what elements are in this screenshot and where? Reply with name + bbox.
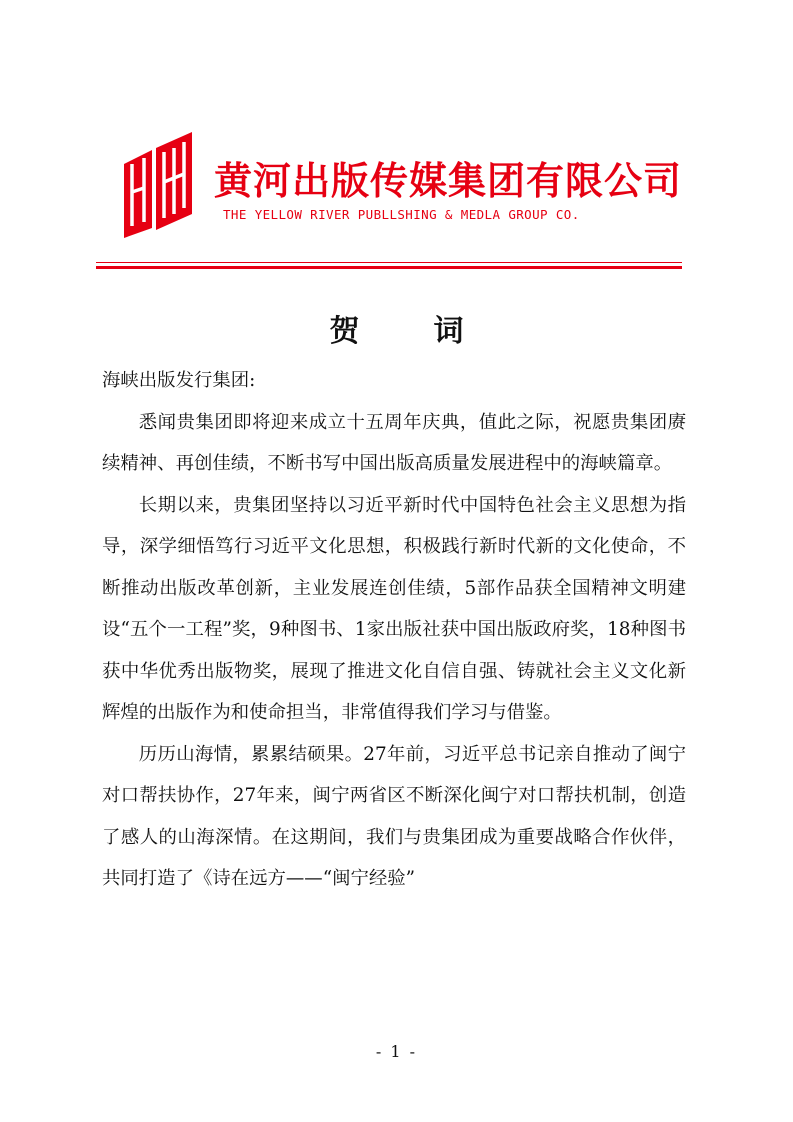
paragraph-1: 悉闻贵集团即将迎来成立十五周年庆典，值此之际，祝愿贵集团赓续精神、再创佳绩，不断书写中国出版高质量发展进程中的海峡篇章。 [102, 411, 686, 474]
letterhead-divider-thin [96, 262, 682, 263]
yellow-river-logo-icon [118, 130, 196, 240]
paragraph-2: 长期以来，贵集团坚持以习近平新时代中国特色社会主义思想为指导，深学细悟笃行习近平文化思想，积极践行新时代新的文化使命，不断推动出版改革创新，主业发展连创佳绩，5部作品获全国精神文明建设“五个一工程”奖，9种图书、1家出版社获中国出版政府奖，18种图书获中华优秀出版物奖，展现了推进文化自信自强、铸就社会主义文化新辉煌的出版作为和使命担当，非常值得我们学习与借鉴。 [102, 494, 686, 723]
org-name-cn: 黄河出版传媒集团有限公司 [214, 159, 683, 203]
org-name-en: THE YELLOW RIVER PUBLLSHING & MEDLA GROUP CO. [223, 207, 580, 222]
letterhead [0, 0, 793, 280]
document-title: 贺 词 [329, 314, 486, 349]
paragraph-3: 历历山海情，累累结硕果。27年前，习近平总书记亲自推动了闽宁对口帮扶协作，27年来，闽宁两省区不断深化闽宁对口帮扶机制，创造了感人的山海深情。在这期间，我们与贵集团成为重要战略合作伙伴，共同打造了《诗在远方——“闽宁经验” [102, 743, 686, 889]
salutation: 海峡出版发行集团: [102, 370, 256, 391]
document-body [102, 360, 686, 900]
letterhead-divider-thick [96, 266, 682, 269]
page-number: - 1 - [375, 1042, 418, 1061]
